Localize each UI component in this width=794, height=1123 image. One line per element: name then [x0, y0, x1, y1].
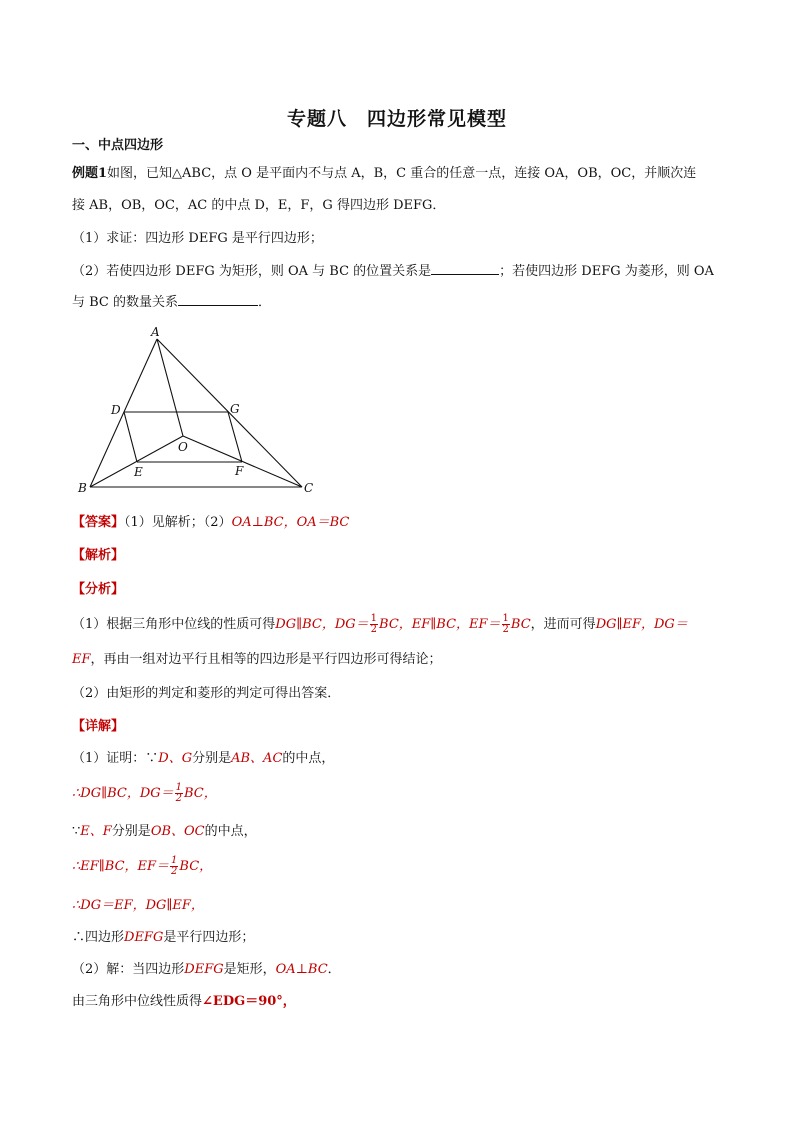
fenxi-text: （1）根据三角形中位线的性质可得	[72, 617, 276, 632]
detail-text: 是矩形，	[223, 962, 276, 977]
question-2-part-b: ；若使四边形 DEFG 为菱形，则 OA	[499, 264, 714, 279]
detail-math: ∠EDG＝90°，	[202, 994, 296, 1009]
detail-text: ∵	[72, 824, 81, 839]
example-line-1	[72, 164, 696, 184]
detail-math: DEFG	[184, 962, 224, 977]
detail-step-5: ∴DG＝EF，DG∥EF，	[72, 898, 204, 913]
fraction-half	[170, 856, 178, 877]
label-g: G	[230, 402, 240, 416]
fraction-numerator: 1	[171, 855, 178, 866]
fenxi-math: DG∥BC，DG＝	[275, 617, 369, 632]
label-e: E	[134, 465, 143, 479]
detail-step-4	[72, 856, 212, 878]
fraction-numerator: 1	[175, 782, 183, 793]
fraction-denominator: 2	[175, 793, 183, 804]
detail-math: BC，	[184, 786, 217, 801]
answer-text-1: （1）见解析；（2）	[124, 515, 232, 530]
fenxi-line	[72, 580, 124, 600]
detail-text: 分别是	[192, 751, 232, 766]
fraction-half	[502, 614, 510, 635]
detail-text: 是平行四边形；	[163, 930, 255, 945]
detail-math: ∴EF∥BC，EF＝	[72, 859, 170, 874]
segment-oa	[157, 339, 183, 436]
fenxi-paragraph-1-cont	[72, 650, 442, 670]
example-text-1: 如图，已知△ABC，点 O 是平面内不与点 A，B，C 重合的任意一点，连接 OA，OB，OC，并顺次连	[107, 166, 697, 181]
jiexi-tag: 【解析】	[72, 548, 125, 563]
fenxi-math: BC，EF∥BC，EF＝	[379, 617, 501, 632]
section-heading: 一、中点四边形	[72, 138, 164, 153]
detail-text: ∴四边形	[72, 930, 125, 945]
question-2-part-c: 与 BC 的数量关系	[72, 295, 179, 310]
example-line-2: 接 AB，OB，OC，AC 的中点 D，E，F，G 得四边形 DEFG．	[72, 198, 446, 213]
segment-ab	[90, 339, 157, 487]
fraction-denominator: 2	[171, 866, 178, 877]
detail-math: DEFG	[124, 930, 164, 945]
fenxi-text: ，进而可得	[530, 617, 596, 632]
fraction-denominator: 2	[502, 624, 509, 635]
label-f: F	[235, 464, 244, 478]
detail-math: ∴DG∥BC，DG＝	[72, 786, 174, 801]
detail-text: 的中点，	[204, 824, 257, 839]
example-label: 例题1	[72, 166, 108, 181]
detail-tag: 【详解】	[72, 719, 125, 734]
detail-math: AB、AC	[231, 751, 283, 766]
fenxi-paragraph-1	[72, 614, 688, 636]
detail-math: E、F	[80, 824, 112, 839]
detail-math: OB、OC	[150, 824, 205, 839]
detail-math: D、G	[158, 751, 193, 766]
segment-fg	[228, 412, 242, 462]
fenxi-tag: 【分析】	[72, 582, 125, 597]
fraction-half	[175, 783, 183, 804]
answer-text-2: OA⊥BC，OA＝BC	[231, 515, 350, 530]
detail-step-8	[72, 992, 296, 1012]
segment-de	[124, 412, 137, 462]
question-2-part-a: （2）若使四边形 DEFG 为矩形，则 OA 与 BC 的位置关系是	[72, 264, 432, 279]
label-c: C	[304, 481, 314, 495]
detail-text: （2）解：当四边形	[72, 962, 185, 977]
fenxi-math: DG∥EF，DG＝	[595, 617, 688, 632]
label-b: B	[78, 481, 87, 495]
detail-step-3	[72, 822, 257, 842]
detail-text: （1）证明：∵	[72, 751, 159, 766]
page-title: 专题八 四边形常见模型	[286, 108, 507, 130]
detail-line	[72, 717, 124, 737]
detail-step-2	[72, 783, 217, 805]
question-1: （1）求证：四边形 DEFG 是平行四边形；	[72, 231, 323, 246]
fraction-numerator: 1	[370, 613, 378, 624]
fenxi-text: ，再由一组对边平行且相等的四边形是平行四边形可得结论；	[90, 652, 442, 667]
fraction-denominator: 2	[370, 624, 378, 635]
detail-text: 由三角形中位线性质得	[72, 994, 203, 1009]
detail-math: BC，	[179, 859, 213, 874]
question-2-cont	[72, 292, 271, 313]
question-2-part-d: ．	[258, 295, 272, 310]
fraction-half	[370, 614, 378, 635]
detail-text: 分别是	[111, 824, 151, 839]
answer-line	[72, 513, 349, 533]
detail-step-1	[72, 749, 334, 769]
label-a: A	[151, 325, 160, 339]
detail-math: OA⊥BC	[275, 962, 328, 977]
label-d: D	[111, 403, 121, 417]
answer-blank-2[interactable]	[178, 292, 258, 306]
detail-step-7	[72, 960, 341, 980]
fenxi-paragraph-2: （2）由矩形的判定和菱形的判定可得出答案．	[72, 686, 341, 701]
fenxi-math: BC	[510, 617, 531, 632]
label-o: O	[178, 440, 188, 454]
answer-blank-1[interactable]	[431, 261, 499, 275]
geometry-figure	[70, 322, 330, 500]
question-2	[72, 261, 714, 282]
detail-step-6	[72, 928, 254, 948]
jiexi-line	[72, 546, 124, 566]
detail-text: 的中点，	[282, 751, 335, 766]
fraction-numerator: 1	[502, 613, 509, 624]
fenxi-math: EF	[72, 652, 91, 667]
detail-text: ．	[327, 962, 341, 977]
answer-tag: 【答案】	[72, 515, 125, 530]
